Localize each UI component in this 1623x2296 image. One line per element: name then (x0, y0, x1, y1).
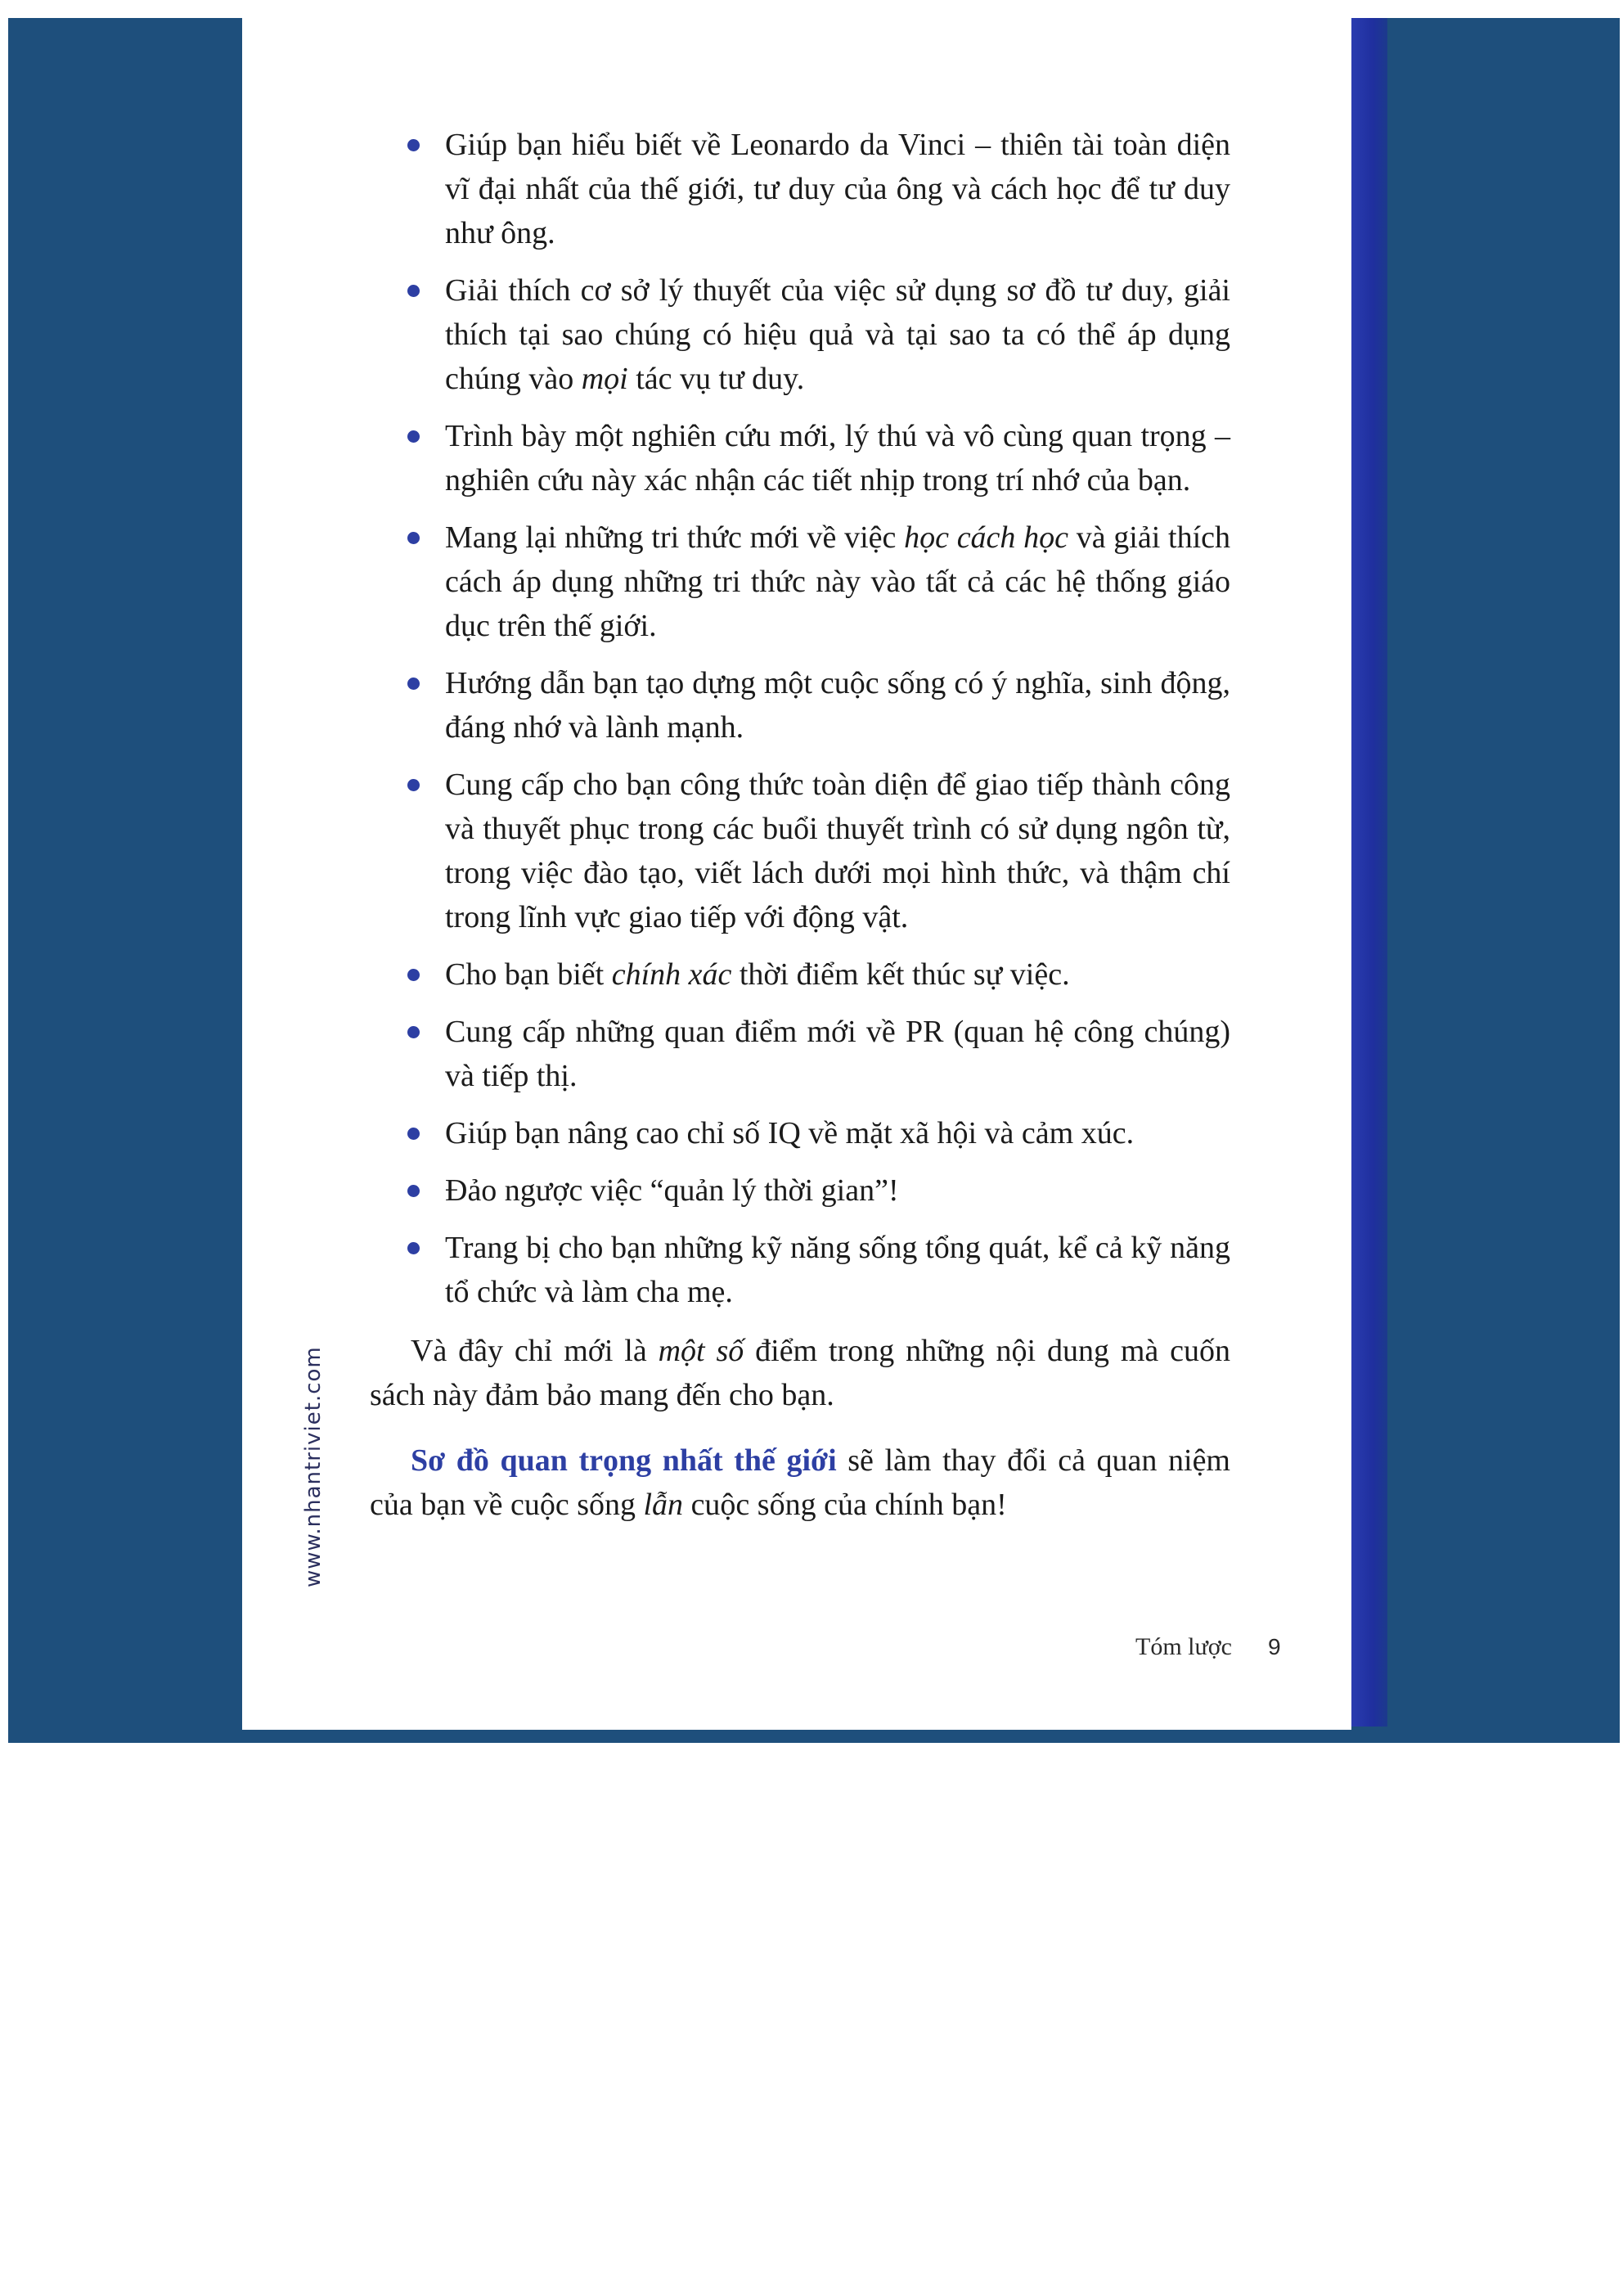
page-content (370, 123, 1230, 1527)
text-run: Trình bày một nghiên cứu mới, lý thú và vô cùng quan trọng – nghiên cứu này xác nhận các tiết nhịp trong trí nhớ của bạn. (445, 419, 1230, 497)
bullet-dot-icon (407, 969, 420, 981)
bullet-dot-icon (407, 285, 420, 297)
bullet-dot-icon (407, 430, 420, 443)
page-number: 9 (1267, 1634, 1281, 1659)
bullet-item (370, 123, 1230, 255)
text-run: Mang lại những tri thức mới về việc (445, 520, 905, 555)
text-run: Cho bạn biết (445, 957, 612, 992)
text-run: tác vụ tư duy. (627, 362, 805, 396)
bullet-dot-icon (407, 678, 420, 690)
emphasis-text: học cách học (904, 520, 1069, 555)
text-run: và giải thích cách áp dụng những tri thức này vào tất cả các hệ thống giáo dục trên thế giới. (445, 520, 1230, 643)
closing-paragraph (370, 1329, 1230, 1417)
bullet-item (370, 1168, 1230, 1213)
bullet-dot-icon (407, 1185, 420, 1197)
closing-paragraphs (370, 1329, 1230, 1527)
bullet-item (370, 1010, 1230, 1098)
bullet-item (370, 763, 1230, 939)
bullet-item (370, 1226, 1230, 1314)
text-run: Giúp bạn hiểu biết về Leonardo da Vinci – thiên tài toàn diện vĩ đại nhất của thế giới, tư duy của ông và cách học để tư duy như ông. (445, 128, 1230, 250)
text-run: Đảo ngược việc “quản lý thời gian”! (445, 1173, 899, 1208)
emphasis-text: mọi (581, 362, 628, 396)
page-footer (1135, 1633, 1281, 1661)
text-run: Hướng dẫn bạn tạo dựng một cuộc sống có ý nghĩa, sinh động, đáng nhớ và lành mạnh. (445, 666, 1230, 745)
text-run: thời điểm kết thúc sự việc. (731, 957, 1070, 992)
text-run: Trang bị cho bạn những kỹ năng sống tổng quát, kể cả kỹ năng tổ chức và làm cha mẹ. (445, 1231, 1230, 1309)
text-run: Cung cấp cho bạn công thức toàn diện để giao tiếp thành công và thuyết phục trong các buổi thuyết trình có sử dụng ngôn từ, trong việc đào tạo, viết lách dưới mọi hình thức, và thậm chí trong lĩnh vực giao tiếp với động vật. (445, 768, 1230, 934)
closing-paragraph (370, 1438, 1230, 1527)
bullet-dot-icon (407, 1026, 420, 1038)
book-spine (1351, 18, 1387, 1727)
text-run: Cung cấp những quan điểm mới về PR (quan hệ công chúng) và tiếp thị. (445, 1015, 1230, 1093)
text-run: điểm trong những nội dung mà cuốn sách này đảm bảo mang đến cho bạn. (370, 1334, 1231, 1412)
emphasis-text: lẫn (643, 1488, 684, 1522)
text-run: Giúp bạn nâng cao chỉ số IQ về mặt xã hội và cảm xúc. (445, 1116, 1135, 1150)
bullet-dot-icon (407, 139, 420, 151)
bullet-dot-icon (407, 1242, 420, 1254)
book-title-highlight: Sơ đồ quan trọng nhất thế giới (411, 1443, 837, 1478)
text-run: Giải thích cơ sở lý thuyết của việc sử dụng sơ đồ tư duy, giải thích tại sao chúng có hiệu quả và tại sao ta có thể áp dụng chúng vào (445, 273, 1230, 396)
bullet-dot-icon (407, 1128, 420, 1140)
bullet-item (370, 952, 1230, 997)
bullet-dot-icon (407, 532, 420, 544)
bullet-item (370, 515, 1230, 648)
text-run: Và đây chỉ mới là (411, 1334, 659, 1368)
emphasis-text: một số (658, 1334, 744, 1368)
text-run: cuộc sống của chính bạn! (683, 1488, 1007, 1522)
bullet-item (370, 1111, 1230, 1155)
watermark: www.nhantriviet.com (301, 1346, 326, 1587)
emphasis-text: chính xác (611, 957, 732, 992)
bullet-list (370, 123, 1230, 1314)
bullet-item (370, 661, 1230, 750)
text-run: sẽ làm thay đổi cả quan niệm của bạn về cuộc sống (370, 1443, 1230, 1522)
bullet-dot-icon (407, 779, 420, 791)
bullet-item (370, 268, 1230, 401)
section-title: Tóm lược (1135, 1633, 1232, 1660)
bullet-item (370, 414, 1230, 502)
